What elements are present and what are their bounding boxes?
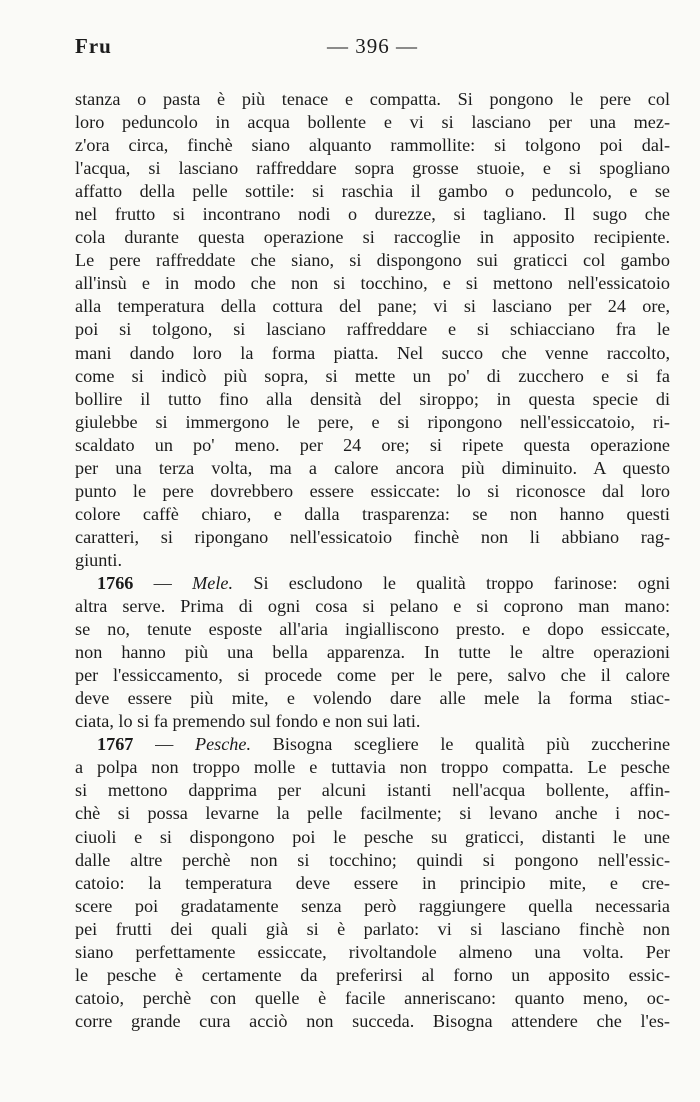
paragraph-1767-pesche — [75, 733, 670, 1033]
text-line: ciata, lo si fa premendo sul fondo e non sui lati. — [75, 711, 421, 732]
text-line: altra serve. Prima di ogni cosa si pelano e si coprono man mano: — [75, 596, 670, 617]
text-line: giulebbe si immergono le pere, e si ripongono nell'essiccatoio, ri- — [75, 411, 670, 432]
text-line: scere poi gradatamente senza però raggiungere quella necessaria — [75, 895, 670, 916]
text-line: giunti. — [75, 549, 122, 570]
text-line: siano perfettamente essiccate, rivoltandole almeno una volta. Per — [75, 941, 670, 962]
text-line: Le pere raffreddate che siano, si dispongono sui graticci col gambo — [75, 250, 670, 271]
section-first-text: Bisogna scegliere le qualità più zuccherine — [272, 734, 670, 755]
text-line: colore caffè chiaro, e dalla trasparenza: se non hanno questi — [75, 503, 670, 524]
text-line: ciuoli e si dispongono poi le pesche su graticci, distanti le une — [75, 826, 670, 847]
section-number: 1766 — [97, 572, 134, 593]
section-number: 1767 — [97, 734, 134, 755]
text-line: chè si possa levarne la pelle facilmente; si levano anche i noc- — [75, 803, 670, 824]
text-line: poi si tolgono, si lasciano raffreddare e si schiacciano fra le — [75, 319, 670, 340]
text-line: punto le pere dovrebbero essere essiccate: lo si riconosce dal loro — [75, 480, 670, 501]
text-line: scaldato un po' meno. per 24 ore; si ripete questa operazione — [75, 434, 670, 455]
section-dash: — — [155, 734, 174, 755]
text-line: all'insù e in modo che non si tocchino, e si mettono nell'essicatoio — [75, 273, 670, 294]
text-line: per una terza volta, ma a calore ancora più diminuito. A questo — [75, 457, 670, 478]
section-first-text: Si escludono le qualità troppo farinose: ogni — [253, 572, 670, 593]
text-line: l'acqua, si lasciano raffreddare sopra grosse stuoie, e si spogliano — [75, 158, 670, 179]
text-line: catoio: la temperatura deve essere in principio mite, e cre- — [75, 872, 670, 893]
section-heading-line — [75, 733, 670, 756]
text-line: come si indicò più sopra, si mette un po' di zucchero e si fa — [75, 365, 670, 386]
text-line: mani dando loro la forma piatta. Nel succo che venne raccolto, — [75, 342, 670, 363]
running-head — [75, 34, 670, 60]
text-line: a polpa non troppo molle e tuttavia non troppo compatta. Le pesche — [75, 757, 670, 778]
text-line: loro peduncolo in acqua bollente e vi si lasciano per una mez- — [75, 112, 670, 133]
text-line: cola durante questa operazione si raccoglie in apposito recipiente. — [75, 227, 670, 248]
text-line: le pesche è certamente da preferirsi al forno un apposito essic- — [75, 964, 670, 985]
section-dash: — — [153, 572, 172, 593]
text-line: deve essere più mite, e volendo dare alle mele la forma stiac- — [75, 688, 670, 709]
text-line: alla temperatura della cottura del pane; vi si lasciano per 24 ore, — [75, 296, 670, 317]
text-line: stanza o pasta è più tenace e compatta. Si pongono le pere col — [75, 89, 670, 109]
text-line: z'ora circa, finchè siano alquanto rammollite: si tolgono poi dal- — [75, 135, 670, 156]
running-head-word: Fru — [75, 34, 112, 58]
text-line: caratteri, si ripongano nell'essicatoio finchè non li abbiano rag- — [75, 526, 670, 547]
paragraph-pere-continuation — [75, 88, 670, 572]
text-line: pei frutti dei quali già si è parlato: vi si lasciano finchè non — [75, 918, 670, 939]
text-line: affatto della pelle sottile: si raschia il gambo o peduncolo, e se — [75, 181, 670, 202]
text-line: nel frutto si incontrano nodi o durezze, si tagliano. Il sugo che — [75, 204, 670, 225]
page-number: — 396 — — [327, 34, 418, 58]
text-line: si mettono dapprima per alcuni istanti nell'acqua bollente, affin- — [75, 780, 670, 801]
text-line: dalle altre perchè non si tocchino; quindi si pongono nell'essic- — [75, 849, 670, 870]
paragraph-1766-mele — [75, 572, 670, 733]
text-block — [75, 88, 670, 1033]
section-title: Mele. — [192, 572, 234, 593]
text-line: se no, tenute esposte all'aria ingialliscono presto. e dopo essiccate, — [75, 619, 670, 640]
text-line: catoio, perchè con quelle è facile anneriscano: quanto meno, oc- — [75, 987, 670, 1008]
section-heading-line — [75, 572, 670, 595]
text-line: corre grande cura acciò non succeda. Bisogna attendere che l'es- — [75, 1010, 670, 1031]
text-line: per l'essiccamento, si procede come per le pere, salvo che il calore — [75, 665, 670, 686]
section-title: Pesche. — [194, 734, 252, 755]
text-line: bollire il tutto fino alla densità del siroppo; in questa specie di — [75, 388, 670, 409]
text-line: non hanno più una bella apparenza. In tutte le altre operazioni — [75, 642, 670, 663]
